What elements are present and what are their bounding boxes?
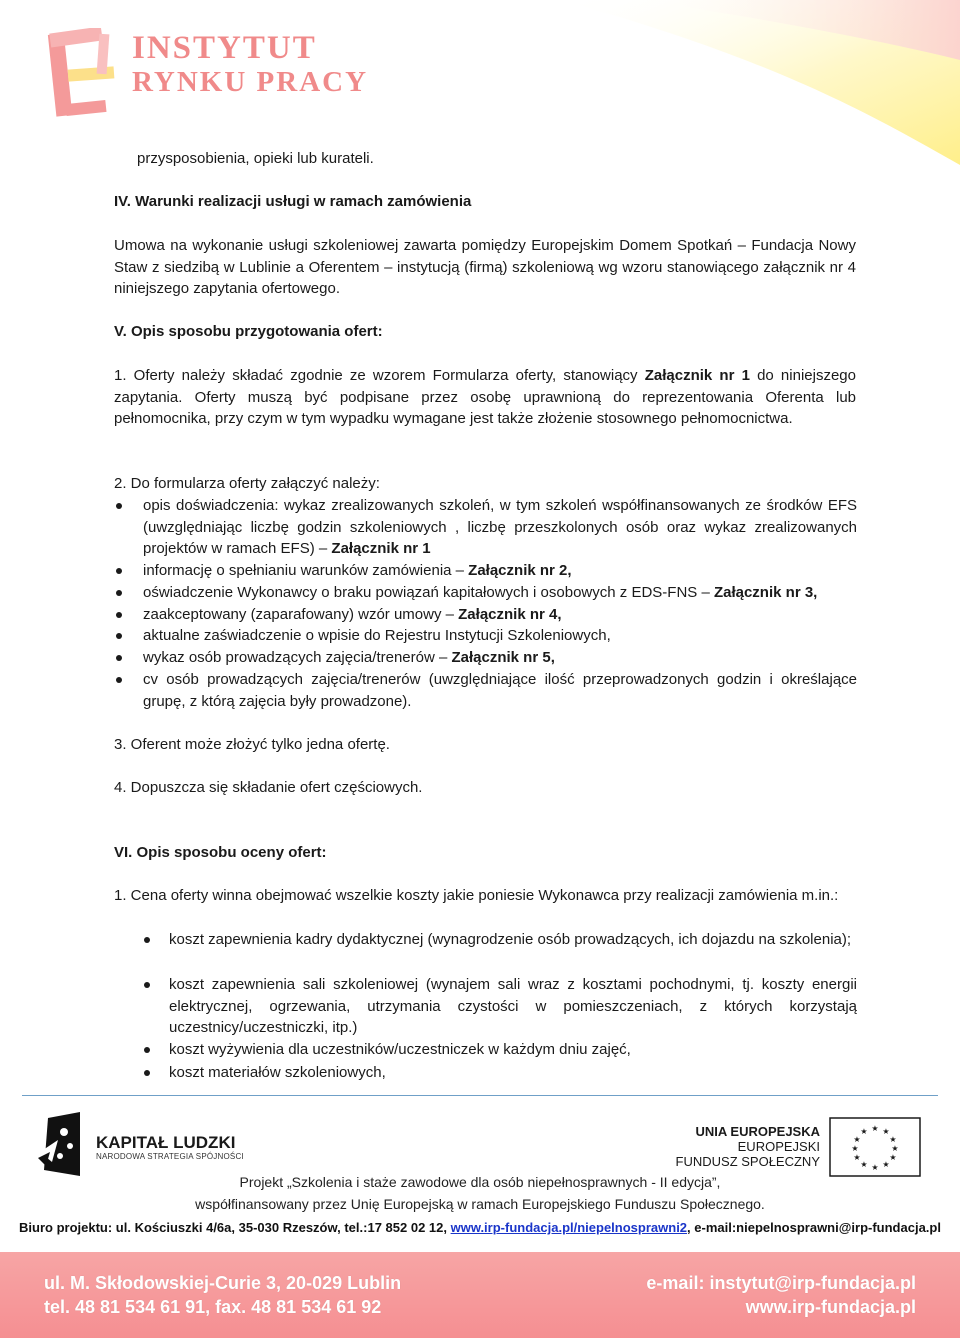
point-1-text-b: do niniejszego zapytania. Oferty muszą być podpisane przez osobę uprawnioną do reprezentowania Oferenta lub pełnomocnika, przy czym w tym wypadku wymagane jest także złożenie stosownego pełnomocnictwa. bbox=[114, 367, 856, 428]
bullet-icon bbox=[116, 677, 122, 683]
bullet-icon bbox=[116, 612, 122, 618]
section-v-point-2-heading: 2. Do formularza oferty załączyć należy: bbox=[114, 475, 380, 492]
bullet-icon bbox=[116, 655, 122, 661]
section-iv-heading: IV. Warunki realizacji usługi w ramach zamówienia bbox=[114, 193, 472, 210]
bullet-icon bbox=[144, 1047, 150, 1053]
list-item: cv osób prowadzących zajęcia/trenerów (uwzględniające ilość przeprowadzonych godzin i określające grupę, z którą zajęcia były prowadzone). bbox=[143, 671, 857, 710]
project-line-1: Projekt „Szkolenia i staże zawodowe dla osób niepełnosprawnych - II edycja”, bbox=[239, 1174, 721, 1190]
svg-text:★: ★ bbox=[891, 1144, 899, 1153]
svg-text:★: ★ bbox=[889, 1135, 897, 1144]
list-item: koszt materiałów szkoleniowych, bbox=[169, 1064, 386, 1081]
svg-text:★: ★ bbox=[871, 1163, 879, 1172]
section-v-point-4: 4. Dopuszcza się składanie ofert częściowych. bbox=[114, 779, 423, 796]
bullet-icon bbox=[144, 1070, 150, 1076]
ue-text: UNIA EUROPEJSKA EUROPEJSKI FUNDUSZ SPOŁECZNY bbox=[675, 1124, 820, 1169]
page-header bbox=[0, 0, 960, 170]
svg-text:★: ★ bbox=[871, 1124, 879, 1133]
bullet-icon bbox=[116, 568, 122, 574]
kl-title: KAPITAŁ LUDZKI bbox=[96, 1133, 236, 1152]
email-line: e-mail: instytut@irp-fundacja.pl bbox=[646, 1273, 916, 1293]
section-v-point-1 bbox=[114, 365, 856, 430]
svg-text:★: ★ bbox=[882, 1127, 890, 1136]
svg-text:★: ★ bbox=[882, 1160, 890, 1169]
list-item: oświadczenie Wykonawcy o braku powiązań kapitałowych i osobowych z EDS-FNS – Załącznik nr 3, bbox=[143, 584, 818, 601]
logo-text-line1: INSTYTUT bbox=[132, 30, 317, 66]
list-item: wykaz osób prowadzących zajęcia/trenerów – Załącznik nr 5, bbox=[143, 649, 555, 666]
point-1-bold: Załącznik nr 1 bbox=[644, 367, 750, 384]
phone-line: tel. 48 81 534 61 91, fax. 48 81 534 61 92 bbox=[44, 1297, 382, 1317]
svg-text:★: ★ bbox=[853, 1135, 861, 1144]
kapital-ludzki-logo-icon bbox=[38, 1112, 84, 1176]
section-vi-point-1: 1. Cena oferty winna obejmować wszelkie koszty jakie poniesie Wykonawca przy realizacji zamówienia m.in.: bbox=[114, 887, 839, 904]
kl-subtitle: NARODOWA STRATEGIA SPÓJNOŚCI bbox=[96, 1152, 244, 1161]
website-line: www.irp-fundacja.pl bbox=[745, 1297, 916, 1317]
project-website-link[interactable]: www.irp-fundacja.pl/niepelnosprawni2 bbox=[450, 1220, 688, 1235]
bullet-icon bbox=[144, 937, 150, 943]
point-1-text-a: 1. Oferty należy składać zgodnie ze wzorem Formularza oferty, stanowiący bbox=[114, 367, 645, 384]
svg-text:★: ★ bbox=[860, 1160, 868, 1169]
svg-text:★: ★ bbox=[860, 1127, 868, 1136]
list-item: koszt zapewnienia kadry dydaktycznej (wynagrodzenie osób prowadzących, ich dojazdu na szkolenia); bbox=[169, 931, 852, 948]
svg-text:★: ★ bbox=[851, 1144, 859, 1153]
bullet-icon bbox=[116, 590, 122, 596]
list-item: opis doświadczenia: wykaz zrealizowanych szkoleń, w tym szkoleń współfinansowanych ze środków EFS (uwzględniając liczbę godzin szkoleniowych , liczbę przeszkolonych osób oraz wykaz zrealizowanych projektów w ramach EFS) – Załącznik nr 1 bbox=[143, 497, 857, 558]
section-v-heading: V. Opis sposobu przygotowania ofert: bbox=[114, 323, 383, 340]
svg-text:★: ★ bbox=[853, 1153, 861, 1162]
office-info: Biuro projektu: ul. Kościuszki 4/6a, 35-030 Rzeszów, tel.:17 852 02 12, www.irp-fundacja.pl/niepelnosprawni2, e-mail:niepelnosprawni@irp-fundacja.pl bbox=[19, 1220, 941, 1235]
list-item: zaakceptowany (zaparafowany) wzór umowy – Załącznik nr 4, bbox=[143, 606, 562, 623]
footer-divider bbox=[22, 1095, 938, 1096]
section-v-point-3: 3. Oferent może złożyć tylko jedna ofertę. bbox=[114, 736, 390, 753]
instytut-logo-icon bbox=[46, 28, 120, 120]
section-iv-paragraph: Umowa na wykonanie usługi szkoleniowej zawarta pomiędzy Europejskim Domem Spotkań – Fundacja Nowy Staw z siedzibą w Lublinie a Oferentem – instytucją (firmą) szkoleniową wg wzoru stanowiącego załącznik nr 4 niniejszego zapytania ofertowego. bbox=[114, 237, 856, 298]
logo-text-line2: RYNKU PRACY bbox=[132, 66, 369, 98]
section-vi-heading: VI. Opis sposobu oceny ofert: bbox=[114, 844, 327, 861]
list-item: koszt zapewnienia sali szkoleniowej (wynajem sali wraz z kosztami pochodnymi, tj. koszty energii elektrycznej, ogrzewania, utrzymania czystości w pomieszczeniach, z których korzystają uczestnicy/uczestniczki, itp.) bbox=[169, 976, 857, 1037]
list-item: aktualne zaświadczenie o wpisie do Rejestru Instytucji Szkoleniowych, bbox=[143, 627, 611, 644]
footer-contact-band bbox=[0, 1252, 960, 1338]
list-item: koszt wyżywienia dla uczestników/uczestniczek w każdym dniu zajęć, bbox=[169, 1041, 631, 1058]
bullet-icon bbox=[116, 633, 122, 639]
address-line: ul. M. Skłodowskiej-Curie 3, 20-029 Lublin bbox=[44, 1273, 402, 1293]
bullet-icon bbox=[116, 503, 122, 509]
project-line-2: współfinansowany przez Unię Europejską w ramach Europejskiego Funduszu Społecznego. bbox=[195, 1196, 765, 1212]
bullet-icon bbox=[144, 982, 150, 988]
intro-fragment: przysposobienia, opieki lub kurateli. bbox=[137, 150, 374, 167]
svg-text:★: ★ bbox=[889, 1153, 897, 1162]
list-item: informację o spełnianiu warunków zamówienia – Załącznik nr 2, bbox=[143, 562, 572, 579]
eu-flag-icon bbox=[829, 1117, 921, 1177]
